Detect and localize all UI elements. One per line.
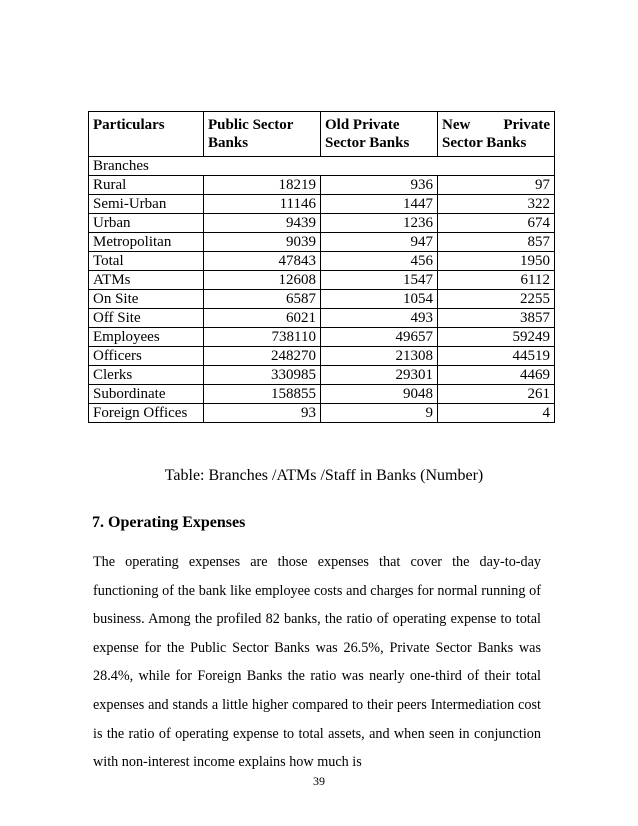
group-row-branches <box>89 157 555 176</box>
row-label: Employees <box>89 328 204 347</box>
table-row <box>89 271 555 290</box>
row-label: ATMs <box>89 271 204 290</box>
row-value: 261 <box>438 385 555 404</box>
row-value: 3857 <box>438 309 555 328</box>
row-value: 11146 <box>204 195 321 214</box>
row-value: 6587 <box>204 290 321 309</box>
section-heading: 7. Operating Expenses <box>92 514 246 531</box>
row-label: Metropolitan <box>89 233 204 252</box>
row-value: 9 <box>321 404 438 423</box>
row-value: 1950 <box>438 252 555 271</box>
row-value: 4469 <box>438 366 555 385</box>
row-value: 738110 <box>204 328 321 347</box>
table-row <box>89 214 555 233</box>
row-value: 857 <box>438 233 555 252</box>
table-row <box>89 309 555 328</box>
table-row <box>89 176 555 195</box>
table-row <box>89 290 555 309</box>
table-row <box>89 404 555 423</box>
row-label: Rural <box>89 176 204 195</box>
row-value: 4 <box>438 404 555 423</box>
header-particulars: Particulars <box>89 112 204 157</box>
row-value: 9048 <box>321 385 438 404</box>
body-paragraph: The operating expenses are those expenses that cover the day-to-day functioning of the bank like employee costs and charges for normal running of business. Among the profiled 82 banks, the ratio of operating expense to total expense for the Public Sector Banks was 26.5%, Private Sector Banks was 28.4%, while for Foreign Banks the ratio was nearly one-third of their total expenses and stands a little higher compared to their peers Intermediation cost is the ratio of operating expense to total assets, and when seen in conjunction with non-interest income explains how much is <box>93 554 541 771</box>
row-value: 456 <box>321 252 438 271</box>
row-value: 93 <box>204 404 321 423</box>
row-label: Officers <box>89 347 204 366</box>
page-number: 39 <box>313 774 325 788</box>
table-row <box>89 347 555 366</box>
row-label: Off Site <box>89 309 204 328</box>
row-value: 248270 <box>204 347 321 366</box>
row-value: 1236 <box>321 214 438 233</box>
row-value: 330985 <box>204 366 321 385</box>
table-caption <box>0 467 638 485</box>
row-value: 1054 <box>321 290 438 309</box>
header-new-private-line2: Sector Banks <box>442 135 527 151</box>
header-private-word: Private <box>503 117 550 133</box>
row-value: 59249 <box>438 328 555 347</box>
row-value: 6112 <box>438 271 555 290</box>
row-value: 9039 <box>204 233 321 252</box>
row-value: 47843 <box>204 252 321 271</box>
row-label: Foreign Offices <box>89 404 204 423</box>
row-value: 493 <box>321 309 438 328</box>
row-label: On Site <box>89 290 204 309</box>
header-public-sector: Public Sector Banks <box>204 112 321 157</box>
header-old-private: Old Private Sector Banks <box>321 112 438 157</box>
table-row <box>89 252 555 271</box>
row-value: 1447 <box>321 195 438 214</box>
row-label: Clerks <box>89 366 204 385</box>
row-value: 936 <box>321 176 438 195</box>
row-value: 2255 <box>438 290 555 309</box>
row-value: 29301 <box>321 366 438 385</box>
row-value: 97 <box>438 176 555 195</box>
table-row <box>89 366 555 385</box>
table-row <box>89 328 555 347</box>
row-value: 21308 <box>321 347 438 366</box>
row-label: Semi-Urban <box>89 195 204 214</box>
header-new-word: New <box>442 117 471 133</box>
row-value: 18219 <box>204 176 321 195</box>
group-label: Branches <box>89 157 555 176</box>
table-row <box>89 385 555 404</box>
caption-text: Table: Branches /ATMs /Staff in Banks (Number) <box>164 467 484 484</box>
row-value: 1547 <box>321 271 438 290</box>
row-value: 12608 <box>204 271 321 290</box>
row-value: 322 <box>438 195 555 214</box>
row-value: 49657 <box>321 328 438 347</box>
header-new-private <box>438 112 555 157</box>
table-row <box>89 195 555 214</box>
banks-table <box>88 111 555 423</box>
row-label: Subordinate <box>89 385 204 404</box>
row-value: 947 <box>321 233 438 252</box>
table-row <box>89 233 555 252</box>
row-value: 44519 <box>438 347 555 366</box>
row-label: Total <box>89 252 204 271</box>
header-new-private-line1 <box>442 116 550 134</box>
row-value: 6021 <box>204 309 321 328</box>
row-value: 9439 <box>204 214 321 233</box>
row-value: 158855 <box>204 385 321 404</box>
table-header-row <box>89 112 555 157</box>
row-value: 674 <box>438 214 555 233</box>
row-label: Urban <box>89 214 204 233</box>
